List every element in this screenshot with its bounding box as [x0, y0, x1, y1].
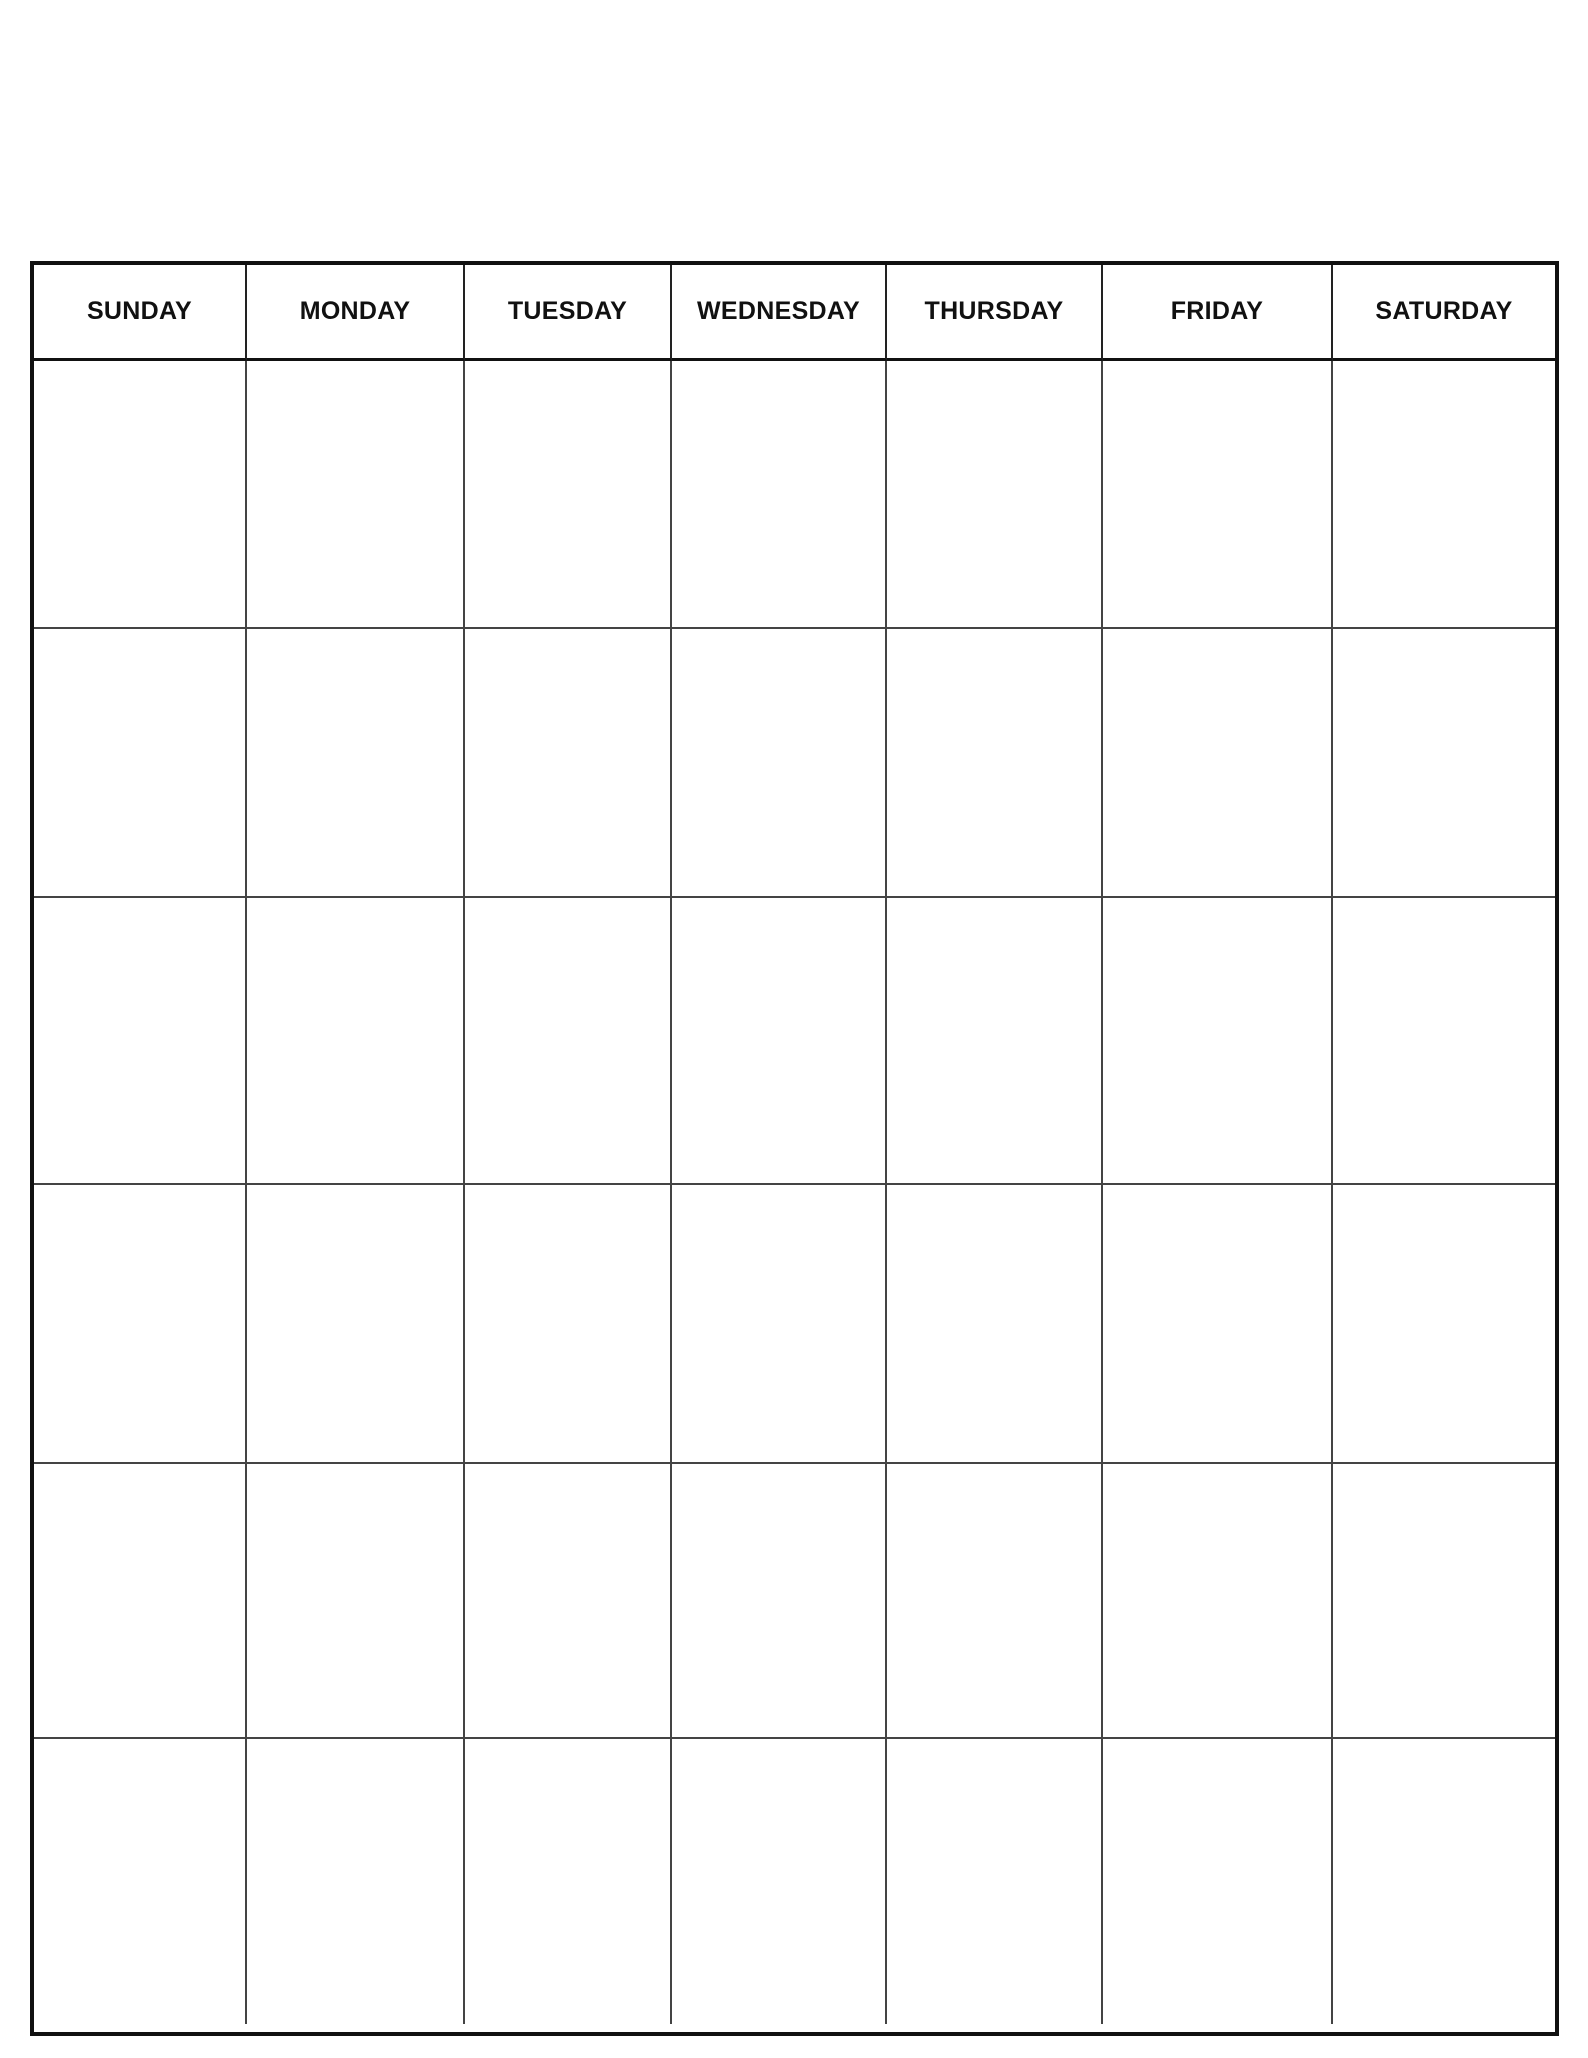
day-cell: [1103, 361, 1333, 629]
day-cell: [247, 1464, 465, 1739]
day-cell: [1333, 898, 1555, 1185]
day-cell: [672, 898, 887, 1185]
day-cell: [887, 1185, 1103, 1464]
weekday-header-sunday: SUNDAY: [34, 265, 247, 361]
day-cell: [672, 629, 887, 898]
day-cell: [1333, 1739, 1555, 2024]
day-cell: [1333, 1464, 1555, 1739]
day-cell: [247, 1739, 465, 2024]
day-cell: [672, 1185, 887, 1464]
day-cell: [247, 629, 465, 898]
day-cell: [1103, 1185, 1333, 1464]
day-cell: [1103, 1739, 1333, 2024]
weekday-header-wednesday: WEDNESDAY: [672, 265, 887, 361]
day-cell: [465, 1185, 672, 1464]
day-cell: [887, 1464, 1103, 1739]
weekday-header-saturday: SATURDAY: [1333, 265, 1555, 361]
day-cell: [34, 1185, 247, 1464]
day-cell: [465, 361, 672, 629]
day-cell: [887, 898, 1103, 1185]
day-cell: [465, 1464, 672, 1739]
day-cell: [34, 361, 247, 629]
day-cell: [672, 361, 887, 629]
day-cell: [34, 629, 247, 898]
day-cell: [1333, 1185, 1555, 1464]
day-cell: [247, 361, 465, 629]
day-cell: [672, 1464, 887, 1739]
day-cell: [1103, 1464, 1333, 1739]
day-cell: [887, 629, 1103, 898]
day-cell: [1103, 629, 1333, 898]
weekday-header-friday: FRIDAY: [1103, 265, 1333, 361]
day-cell: [465, 629, 672, 898]
day-cell: [247, 1185, 465, 1464]
weekday-header-monday: MONDAY: [247, 265, 465, 361]
weekday-header-tuesday: TUESDAY: [465, 265, 672, 361]
day-cell: [1333, 629, 1555, 898]
day-cell: [672, 1739, 887, 2024]
calendar-grid: [30, 261, 1559, 2036]
day-cell: [465, 898, 672, 1185]
day-cell: [247, 898, 465, 1185]
day-cell: [34, 1739, 247, 2024]
day-cell: [34, 898, 247, 1185]
day-cell: [1333, 361, 1555, 629]
day-cell: [34, 1464, 247, 1739]
day-cell: [887, 361, 1103, 629]
day-cell: [1103, 898, 1333, 1185]
weekday-header-thursday: THURSDAY: [887, 265, 1103, 361]
day-cell: [887, 1739, 1103, 2024]
day-cell: [465, 1739, 672, 2024]
